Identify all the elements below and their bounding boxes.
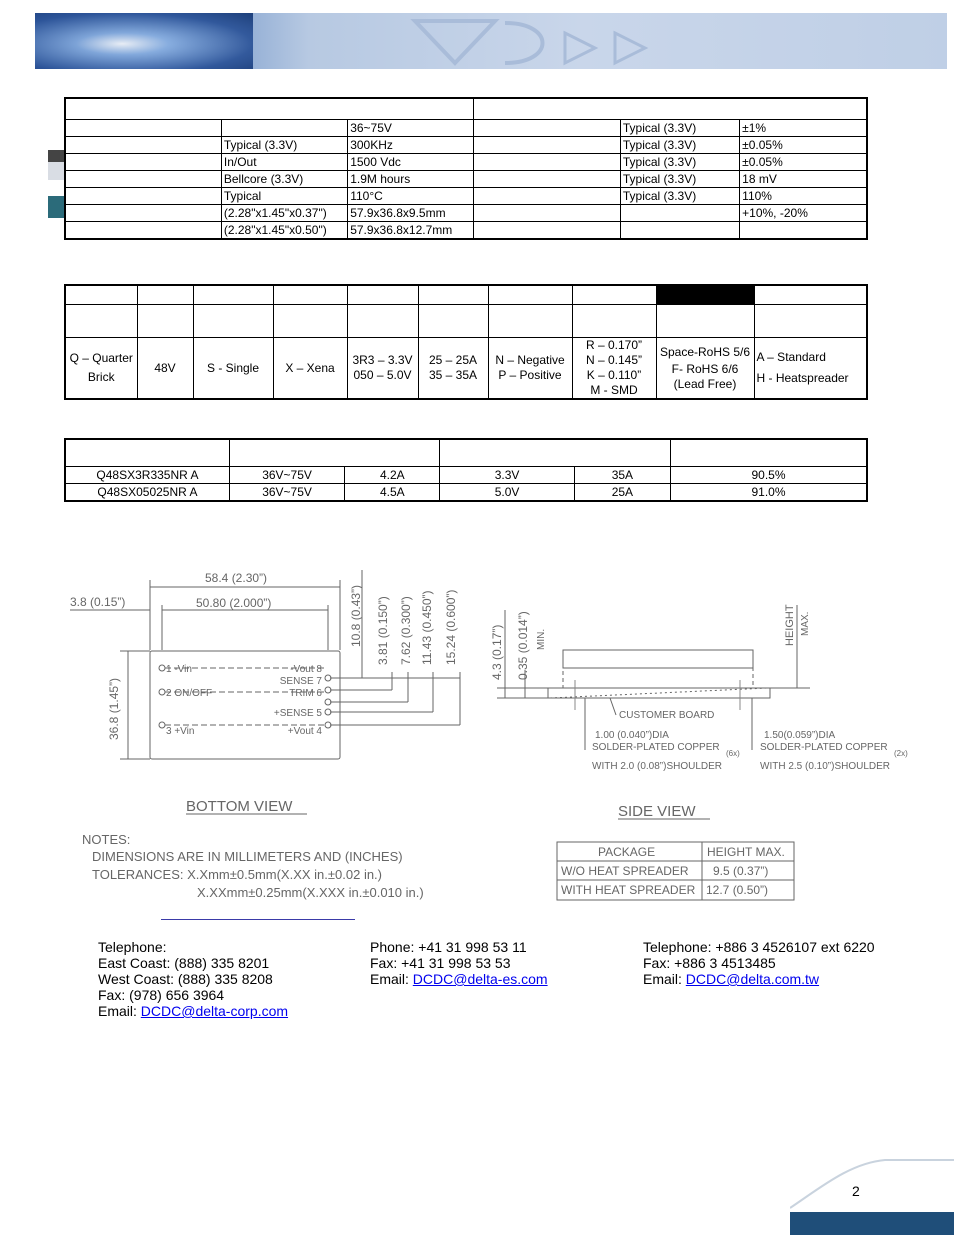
spec-cell (65, 171, 221, 188)
part-option-line: (Lead Free) (673, 376, 737, 391)
spec-row (65, 188, 867, 205)
pin-2-label: 2 ON/OFF (166, 688, 213, 699)
height-without-spreader: 9.5 (0.37”) (713, 864, 769, 878)
dim-58-4-label: 58.4 (2.30”) (205, 571, 268, 585)
pin-6-label: TRIM 6 (289, 688, 322, 699)
contact-3-email-line (643, 971, 875, 987)
model-row (65, 484, 867, 502)
part-option-line: 35 – 35A (428, 368, 478, 382)
spec-cell (65, 154, 221, 171)
side-mark-dark (48, 150, 64, 162)
part-option-cell (273, 338, 347, 400)
part-numbering-subheader-row (65, 305, 867, 338)
part-option-cell (347, 338, 418, 400)
side-view-label: SIDE VIEW (618, 803, 696, 820)
contact-3-line-2: Fax: +886 3 4513485 (643, 955, 776, 971)
model-cell: 36V~75V (229, 467, 344, 484)
large-pin-qty-label: (2x) (894, 749, 908, 758)
spec-row (65, 222, 867, 240)
contact-column-3 (643, 939, 875, 987)
contact-column-1 (98, 939, 288, 1019)
small-pin-shoulder-label: WITH 2.0 (0.08”)SHOULDER (592, 761, 723, 772)
part-option-line: Space-RoHS 5/6 (659, 344, 751, 359)
dim-10-8-label: 10.8 (0.43”) (349, 584, 363, 647)
spec-cell: Bellcore (3.3V) (221, 171, 347, 188)
model-cell: 5.0V (440, 484, 574, 502)
contact-1-email-link[interactable]: DCDC@delta-corp.com (140, 1003, 289, 1019)
notes-title: NOTES: (82, 832, 131, 847)
model-cell: 3.3V (440, 467, 574, 484)
spec-cell (473, 205, 620, 222)
part-option-line: M - SMD (590, 383, 638, 397)
part-option-cell (754, 338, 867, 400)
spec-row (65, 120, 867, 137)
spec-cell (221, 120, 347, 137)
spec-cell: Typical (221, 188, 347, 205)
part-option-line: 050 – 5.0V (353, 368, 412, 382)
part-numbering-header-row (65, 285, 867, 305)
part-numbering-table (64, 284, 868, 400)
spec-cell: ±0.05% (740, 137, 867, 154)
part-option-line: 3R3 – 3.3V (352, 353, 413, 367)
pin-7-label: SENSE 7 (279, 676, 322, 687)
footer-curve (790, 1158, 954, 1214)
pin-5-label: +SENSE 5 (273, 708, 322, 719)
dim-36-8-label: 36.8 (1.45”) (107, 677, 121, 740)
spec-cell (473, 120, 620, 137)
spec-cell: 1500 Vdc (348, 154, 473, 171)
model-cell: 35A (574, 467, 670, 484)
customer-board-label: CUSTOMER BOARD (619, 710, 715, 721)
part-option-line: N – 0.145” (585, 353, 643, 367)
max-label: MAX. (800, 611, 811, 636)
large-pin-material-label: SOLDER-PLATED COPPER (760, 742, 888, 753)
part-option-line: 25 – 25A (428, 353, 478, 367)
small-pin-qty-label: (6x) (726, 749, 740, 758)
section-divider (161, 919, 355, 920)
model-cell: 36V~75V (229, 484, 344, 502)
contact-3-email-link[interactable]: DCDC@delta.com.tw (685, 971, 820, 987)
model-list-header (65, 439, 867, 467)
spec-cell (65, 188, 221, 205)
part-option-line: X – Xena (285, 360, 335, 375)
part-option-cell (572, 338, 656, 400)
height-max-header: HEIGHT MAX. (707, 845, 785, 859)
contact-3-email-label: Email: (643, 971, 686, 987)
spec-cell: Typical (3.3V) (620, 137, 739, 154)
dim-3-81-label: 3.81 (0.150”) (376, 596, 390, 665)
part-option-line: Brick (87, 370, 115, 384)
pin-3-label: 3 +Vin (166, 726, 195, 737)
spec-cell (65, 205, 221, 222)
notes-tolerance-1: TOLERANCES: X.Xmm±0.5mm(X.XX in.±0.02 in.) (92, 867, 382, 882)
part-option-cell (656, 338, 754, 400)
model-cell: 25A (574, 484, 670, 502)
spec-row (65, 171, 867, 188)
dim-7-62-label: 7.62 (0.300”) (399, 596, 413, 665)
contact-2-line-1: Phone: +41 31 998 53 11 (370, 939, 527, 955)
model-cell: Q48SX05025NR A (65, 484, 229, 502)
spec-cell: Typical (3.3V) (620, 154, 739, 171)
spec-cell: 18 mV (740, 171, 867, 188)
large-pin-dia-label: 1.50(0.059”)DIA (764, 730, 836, 741)
part-option-cell (488, 338, 572, 400)
notes-tolerance-2: X.XXmm±0.25mm(X.XXX in.±0.010 in.) (197, 885, 424, 900)
dim-3-8-label: 3.8 (0.15”) (70, 595, 126, 609)
contact-2-email-link[interactable]: DCDC@delta-es.com (412, 971, 548, 987)
spec-cell: Typical (3.3V) (620, 120, 739, 137)
footer-bar (790, 1212, 954, 1235)
side-mark-light (48, 162, 64, 180)
spec-cell: ±1% (740, 120, 867, 137)
model-cell: 91.0% (670, 484, 867, 502)
pin-4-label: +Vout 4 (287, 726, 322, 737)
spec-cell: 57.9x36.8x12.7mm (348, 222, 473, 240)
spec-cell (65, 222, 221, 240)
spec-row (65, 137, 867, 154)
contact-1-line-3: West Coast: (888) 335 8208 (98, 971, 273, 987)
height-label: HEIGHT (784, 604, 796, 646)
part-option-cell (193, 338, 273, 400)
spec-cell (65, 120, 221, 137)
package-with-spreader: WITH HEAT SPREADER (561, 883, 696, 897)
contact-3-line-1: Telephone: +886 3 4526107 ext 6220 (643, 939, 875, 955)
spec-cell: 300KHz (348, 137, 473, 154)
package-without-spreader: W/O HEAT SPREADER (561, 864, 689, 878)
dim-11-43-label: 11.43 (0.450”) (420, 590, 434, 665)
spec-cell: Typical (3.3V) (620, 188, 739, 205)
part-option-line: Q – Quarter (69, 351, 133, 365)
spec-cell: 1.9M hours (348, 171, 473, 188)
contact-column-2 (370, 939, 548, 987)
header-banner (35, 13, 947, 69)
model-list-table (64, 438, 868, 502)
spec-cell: 110°C (348, 188, 473, 205)
side-dim-0-35-label: 0.35 (0.014”) (516, 611, 530, 680)
side-mark-teal (48, 196, 64, 218)
part-option-line: R – 0.170” (585, 338, 643, 352)
large-pin-shoulder-label: WITH 2.5 (0.10”)SHOULDER (760, 761, 891, 772)
part-option-cell (65, 338, 137, 400)
page-number: 2 (852, 1183, 860, 1199)
part-option-line: A – Standard (756, 350, 826, 364)
bottom-view-label: BOTTOM VIEW (186, 798, 293, 815)
input-header-cell (65, 98, 473, 120)
part-option-cell (418, 338, 488, 400)
spec-cell: (2.28"x1.45"x0.37") (221, 205, 347, 222)
spec-cell (620, 205, 739, 222)
spec-cell: ±0.05% (740, 154, 867, 171)
banner-decoration (35, 13, 947, 69)
model-cell: Q48SX3R335NR A (65, 467, 229, 484)
part-option-line: S - Single (206, 360, 260, 375)
spec-row (65, 205, 867, 222)
notes-dimensions: DIMENSIONS ARE IN MILLIMETERS AND (INCHES) (92, 849, 403, 864)
spec-row (65, 154, 867, 171)
spec-cell: Typical (3.3V) (221, 137, 347, 154)
model-cell: 4.5A (345, 484, 440, 502)
contact-2-email-label: Email: (370, 971, 413, 987)
contact-2-line-2: Fax: +41 31 998 53 53 (370, 955, 511, 971)
spec-cell (473, 137, 620, 154)
side-dim-4-3-label: 4.3 (0.17”) (490, 624, 504, 680)
spec-cell (620, 222, 739, 240)
part-option-line: K – 0.110” (586, 368, 642, 382)
model-cell: 4.2A (345, 467, 440, 484)
side-min-label: MIN. (536, 628, 547, 650)
spec-cell (473, 222, 620, 240)
mechanical-drawing (0, 550, 954, 910)
dim-50-80-label: 50.80 (2.000”) (196, 596, 272, 610)
specifications-table (64, 97, 868, 240)
part-option-line: 48V (154, 360, 176, 375)
spec-cell (740, 222, 867, 240)
part-option-line: F- RoHS 6/6 (671, 361, 739, 376)
spec-cell: Typical (3.3V) (620, 171, 739, 188)
contact-2-email-line (370, 971, 548, 987)
model-row (65, 467, 867, 484)
spec-cell (473, 154, 620, 171)
specifications-header (65, 98, 867, 120)
part-numbering-options-row (65, 338, 867, 400)
output-header-cell (473, 98, 867, 120)
contact-1-line-4: Fax: (978) 656 3964 (98, 987, 225, 1003)
spec-cell: 57.9x36.8x9.5mm (348, 205, 473, 222)
model-cell: 90.5% (670, 467, 867, 484)
pin-1-label: 1 -Vin (166, 664, 192, 675)
contact-1-line-1: Telephone: (98, 939, 167, 955)
contact-1-email-label: Email: (98, 1003, 141, 1019)
spec-cell: +10%, -20% (740, 205, 867, 222)
small-pin-material-label: SOLDER-PLATED COPPER (592, 742, 720, 753)
dim-15-24-label: 15.24 (0.600”) (444, 589, 458, 665)
part-option-line: P – Positive (498, 368, 562, 382)
spec-cell (473, 171, 620, 188)
spec-cell: 110% (740, 188, 867, 205)
part-option-line: H - Heatspreader (756, 371, 849, 385)
spec-cell (473, 188, 620, 205)
part-option-line: N – Negative (495, 353, 565, 367)
contact-1-line-2: East Coast: (888) 335 8201 (98, 955, 270, 971)
spec-cell: In/Out (221, 154, 347, 171)
spec-cell: 36~75V (348, 120, 473, 137)
pin-8-label: -Vout 8 (290, 664, 322, 675)
part-option-cell (137, 338, 193, 400)
contact-1-email-line (98, 1003, 288, 1019)
spec-cell: (2.28"x1.45"x0.50") (221, 222, 347, 240)
package-header: PACKAGE (598, 845, 656, 859)
spec-cell (65, 137, 221, 154)
highlight-cell (656, 285, 754, 305)
height-with-spreader: 12.7 (0.50”) (706, 883, 769, 897)
small-pin-dia-label: 1.00 (0.040”)DIA (595, 730, 669, 741)
